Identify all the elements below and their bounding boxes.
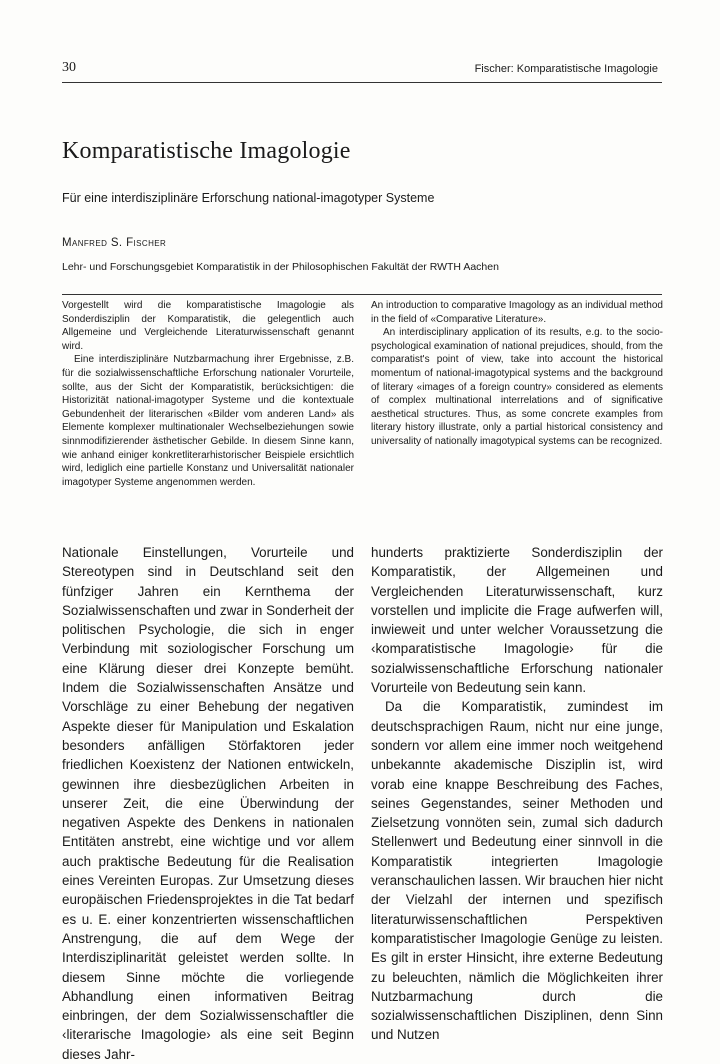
page-number: 30 [62, 60, 76, 75]
abstract-english-paragraph: An introduction to comparative Imagology as an individual method in the field of «Comparative Literature». [371, 300, 663, 325]
body-paragraph: Da die Komparatistik, zumindest im deutschsprachigen Raum, nicht nur eine junge, sondern vor allem eine immer noch weitgehend unbekannte akademische Disziplin ist, wird vorab eine knappe Beschreibung des Faches, seines Gegenstandes, seiner Methoden und Zielsetzung vonnöten sein, zumal sich dadurch Stellenwert und Bedeutung einer sinnvoll in die Komparatistik integrierten Imagologie veranschaulichen lassen. Wir brauchen hier nicht der Vielzahl der internen und spezifisch literaturwissenschaftlichen Perspektiven komparatistischer Imagologie Genüge zu leisten. Es gilt in erster Hinsicht, ihre externe Bedeutung zu beleuchten, nämlich die Möglichkeiten ihrer Nutzbarmachung durch die sozialwissenschaftlichen Disziplinen, denn Sinn und Nutzen [371, 699, 663, 1043]
abstract-english [371, 299, 663, 449]
article-subtitle: Für eine interdisziplinäre Erforschung national-imagotyper Systeme [62, 191, 435, 205]
body-column-left [62, 543, 354, 1064]
body-paragraph: hunderts praktizierte Sonderdisziplin der Komparatistik, der Allgemeinen und Vergleichenden Literaturwissenschaft, kurz vorstellen und implicite die Frage aufwerfen will, inwieweit und unter welcher Voraussetzung die ‹komparatistische Imagologie› für die sozialwissenschaftliche Erforschung nationaler Vorurteile von Bedeutung sein kann. [371, 545, 663, 696]
body-column-right [371, 543, 663, 1045]
body-paragraph: Nationale Einstellungen, Vorurteile und Stereotypen sind in Deutschland seit den fünfziger Jahren ein Kernthema der Sozialwissenschaften und zwar in Sonderheit der politischen Psychologie, die sich in enger Verbindung mit soziologischer Forschung um eine Klärung dieser drei Konzepte bemüht. Indem die Sozialwissenschaften Ansätze und Vorschläge zu einer Behebung der negativen Aspekte dieser für Manipulation und Eskalation besonders anfälligen Störfaktoren jeder friedlichen Koexistenz der Nationen entwickeln, gewinnen ihre diesbezüglichen Arbeiten in unserer Zeit, die eine Überwindung der negativen Aspekte des Denkens in nationalen Entitäten anstrebt, eine wichtige und vor allem auch praktische Bedeutung für die Realisation eines Vereinten Europas. Zur Umsetzung dieses europäischen Friedensprojektes in die Tat bedarf es u. E. einer konzentrierten wissenschaftlichen Anstrengung, die auf dem Wege der Interdisziplinarität geleistet werden sollte. In diesem Sinne möchte die vorliegende Abhandlung einen informativen Beitrag einbringen, der dem Sozialwissenschaftler die ‹literarische Imagologie› als eine seit Beginn dieses Jahr- [62, 545, 354, 1062]
running-header: Fischer: Komparatistische Imagologie [474, 63, 658, 75]
abstract-german-paragraph: Vorgestellt wird die komparatistische Imagologie als Sonderdisziplin der Komparatistik, die gelegentlich auch Allgemeine und Vergleichende Literaturwissenschaft genannt wird. [62, 300, 354, 352]
abstract-english-paragraph: An interdisciplinary application of its results, e.g. to the socio-psychological examination of national prejudices, should, from the comparatist's point of view, take into account the historical momentum of national-imagotypical systems and the background of literary «images of a foreign country» considered as elements of complex multinational interrelations and of significative aesthetical structures. Thus, as some concrete examples from literary history illustrate, only a partial historical consistency and universality of nationally imagotypical systems can be recognized. [371, 327, 663, 447]
author-name: Manfred S. Fischer [62, 237, 167, 249]
header-rule [62, 82, 662, 83]
abstract-german [62, 299, 354, 489]
abstract-german-paragraph: Eine interdisziplinäre Nutzbarmachung ihrer Ergebnisse, z.B. für die sozialwissenschaftliche Erforschung nationaler Vorurteile, sollte, aus der Sicht der Komparatistik, berücksichtigen: die Historizität national-imagotyper Systeme und die kontextuale Gebundenheit der literarischen «Bilder vom anderen Land» als Elemente komplexer multinationaler Wechselbeziehungen sowie sinnmodifizierender ästhetischer Gebilde. In diesem Sinne kann, wie anhand einiger konkretliterarhistorischer Beispiele ersichtlich wird, lediglich eine partielle Konstanz und Universalität nationaler imagotyper Systeme angenommen werden. [62, 354, 354, 488]
article-title: Komparatistische Imagologie [62, 138, 351, 164]
abstract-rule [62, 294, 662, 295]
author-affiliation: Lehr- und Forschungsgebiet Komparatistik in der Philosophischen Fakultät der RWTH Aachen [62, 261, 499, 273]
